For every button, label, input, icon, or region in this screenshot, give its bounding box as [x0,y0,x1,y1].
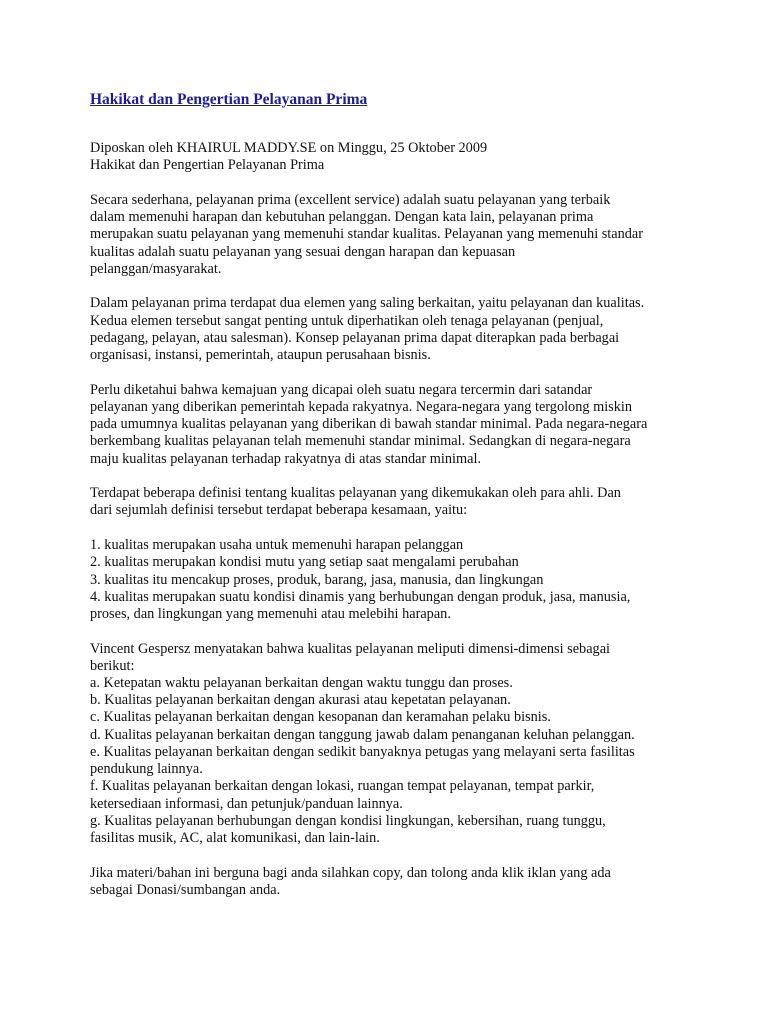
paragraph-line: 2. kualitas merupakan kondisi mutu yang setiap saat mengalami perubahan [90,554,519,571]
title-container [90,90,690,126]
paragraph-line: sebagai Donasi/sumbangan anda. [90,881,281,898]
paragraph-line: Secara sederhana, pelayanan prima (excellent service) adalah suatu pelayanan yang terbaik [90,191,611,208]
paragraph-line: Dalam pelayanan prima terdapat dua elemen yang saling berkaitan, yaitu pelayanan dan kualitas. [90,295,645,312]
paragraph-line: maju kualitas pelayanan terhadap rakyatnya di atas standar minimal. [90,450,482,467]
paragraph-line: pedagang, pelayan, atau salesman). Konsep pelayanan prima dapat diterapkan pada berbagai [90,329,620,346]
post-meta [90,140,690,174]
paragraph-line: ketersediaan informasi, dan petunjuk/panduan lainnya. [90,795,403,812]
paragraph-line: Perlu diketahui bahwa kemajuan yang dicapai oleh suatu negara tercermin dari satandar [90,381,593,398]
paragraph-line: Terdapat beberapa definisi tentang kualitas pelayanan yang dikemukakan oleh para ahli. Dan [90,485,621,502]
paragraph [90,485,690,519]
paragraph-line: Vincent Gespersz menyatakan bahwa kualitas pelayanan meliputi dimensi-dimensi sebagai [90,640,611,657]
paragraph-line: merupakan suatu pelayanan yang memenuhi standar kualitas. Pelayanan yang memenuhi standar [90,226,644,243]
paragraph-line: Kedua elemen tersebut sangat penting untuk diperhatikan oleh tenaga pelayanan (penjual, [90,312,604,329]
paragraph-line: a. Ketepatan waktu pelayanan berkaitan dengan waktu tunggu dan proses. [90,675,513,692]
paragraph [90,641,690,847]
paragraph [90,537,690,623]
paragraph-line: 3. kualitas itu mencakup proses, produk, barang, jasa, manusia, dan lingkungan [90,571,544,588]
paragraph-line: pelayanan yang diberikan pemerintah kepada rakyatnya. Negara-negara yang tergolong miskin [90,398,633,415]
paragraph-line: pelanggan/masyarakat. [90,260,222,277]
paragraph-line: proses, dan lingkungan yang memenuhi atau melebihi harapan. [90,605,451,622]
paragraph-line: dari sejumlah definisi tersebut terdapat beberapa kesamaan, yaitu: [90,502,468,519]
post-byline: Diposkan oleh KHAIRUL MADDY.SE on Minggu, 25 Oktober 2009 [90,140,488,156]
paragraph-line: fasilitas musik, AC, alat komunikasi, dan lain-lain. [90,829,380,846]
paragraph [90,865,690,899]
post-subtitle: Hakikat dan Pengertian Pelayanan Prima [90,157,325,174]
paragraph-line: b. Kualitas pelayanan berkaitan dengan akurasi atau kepetatan pelayanan. [90,692,511,709]
page-title-link[interactable]: Hakikat dan Pengertian Pelayanan Prima [90,91,368,108]
paragraph [90,295,690,364]
paragraph-line: c. Kualitas pelayanan berkaitan dengan kesopanan dan keramahan pelaku bisnis. [90,709,551,726]
paragraph-line: berkembang kualitas pelayanan telah memenuhi standar minimal. Sedangkan di negara-negara [90,433,631,450]
paragraph-line: dalam memenuhi harapan dan kebutuhan pelanggan. Dengan kata lain, pelayanan prima [90,209,594,226]
paragraph-line: organisasi, instansi, pemerintah, ataupun perusahaan bisnis. [90,347,431,364]
paragraph-line: d. Kualitas pelayanan berkaitan dengan tanggung jawab dalam penanganan keluhan pelanggan. [90,726,635,743]
paragraph-line: f. Kualitas pelayanan berkaitan dengan lokasi, ruangan tempat pelayanan, tempat parkir, [90,778,595,795]
paragraph-line: Jika materi/bahan ini berguna bagi anda silahkan copy, dan tolong anda klik iklan yang ada [90,864,611,881]
article-body [90,192,690,899]
paragraph-line: pada umumnya kualitas pelayanan yang diberikan di bawah standar minimal. Pada negara-negara [90,416,648,433]
document-page [90,90,690,917]
paragraph-line: berikut: [90,657,135,674]
paragraph-line: kualitas adalah suatu pelayanan yang sesuai dengan harapan dan kepuasan [90,243,516,260]
paragraph-line: g. Kualitas pelayanan berhubungan dengan kondisi lingkungan, kebersihan, ruang tunggu, [90,812,606,829]
paragraph-line: 4. kualitas merupakan suatu kondisi dinamis yang berhubungan dengan produk, jasa, manusia, [90,588,631,605]
paragraph [90,382,690,468]
paragraph-line: 1. kualitas merupakan usaha untuk memenuhi harapan pelanggan [90,537,464,554]
paragraph-line: pendukung lainnya. [90,761,203,778]
paragraph [90,192,690,278]
paragraph-line: e. Kualitas pelayanan berkaitan dengan sedikit banyaknya petugas yang melayani serta fasilitas [90,743,635,760]
